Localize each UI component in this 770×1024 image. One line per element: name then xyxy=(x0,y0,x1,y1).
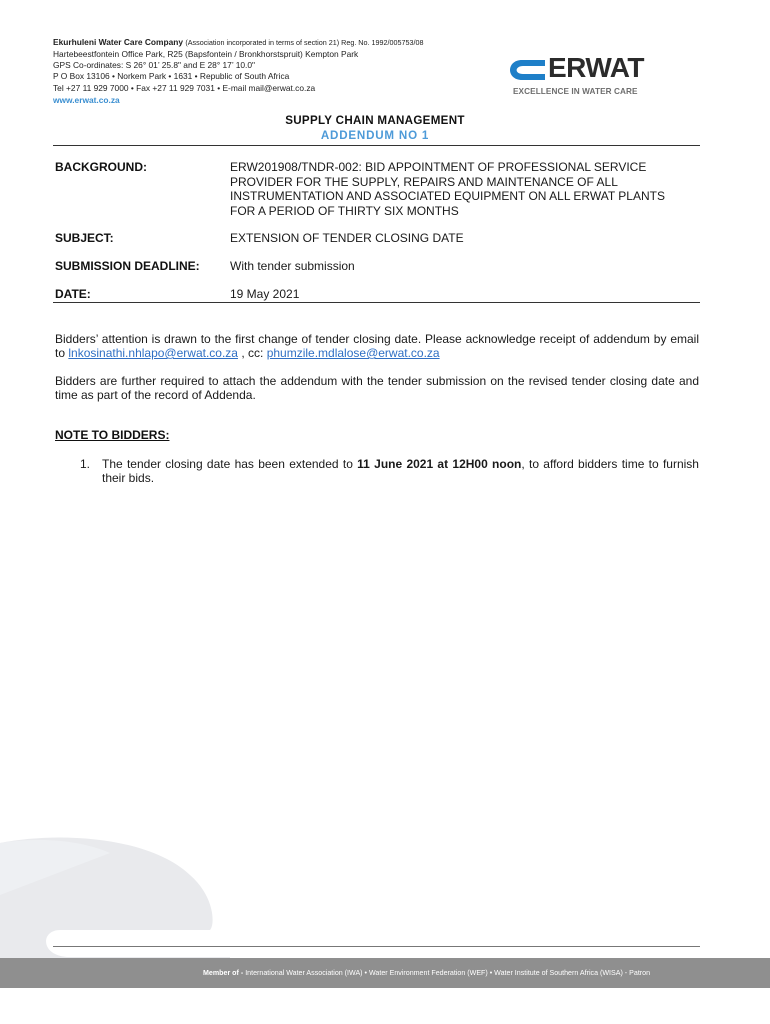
subject-label: SUBJECT: xyxy=(55,231,114,245)
website-link[interactable]: www.erwat.co.za xyxy=(53,95,120,105)
erwat-logo xyxy=(505,52,645,98)
page-title: SUPPLY CHAIN MANAGEMENT xyxy=(285,114,465,127)
logo-wordmark: ERWAT xyxy=(548,52,645,83)
addendum-number: ADDENDUM NO 1 xyxy=(320,129,430,142)
po-box-line: P O Box 13106 • Norkem Park • 1631 • Republic of South Africa xyxy=(53,71,290,81)
background-label: BACKGROUND: xyxy=(55,160,147,174)
company-name: Ekurhuleni Water Care Company xyxy=(53,37,183,47)
logo-tagline: EXCELLENCE IN WATER CARE xyxy=(513,87,638,96)
member-label: Member of - xyxy=(203,969,244,977)
details-divider xyxy=(53,302,700,303)
email-link-cc[interactable]: phumzile.mdlalose@erwat.co.za xyxy=(266,346,440,360)
company-registration: (Association incorporated in terms of section 21) Reg. No. 1992/005753/08 xyxy=(185,38,424,47)
acknowledge-text: Bidders’ attention is drawn to the first change of tender closing date. Please acknowledge receipt of addendum by email to xyxy=(55,332,699,360)
note-item-text-after: , to afford bidders time to furnish their bids. xyxy=(102,457,699,485)
note-item-text-before: The tender closing date has been extended to xyxy=(102,457,353,471)
note-item-number: 1. xyxy=(80,457,91,471)
date-value: 19 May 2021 xyxy=(230,287,300,301)
member-organisations: International Water Association (IWA) • Water Environment Federation (WEF) • Water Institute of Southern Africa (WISA) - Patron xyxy=(245,969,651,977)
deadline-value: With tender submission xyxy=(230,259,355,273)
top-divider xyxy=(53,145,700,146)
company-name-line xyxy=(53,37,423,49)
watermark-e-shape xyxy=(0,835,230,960)
date-label: DATE: xyxy=(55,287,91,301)
note-heading: NOTE TO BIDDERS: xyxy=(55,428,170,442)
note-item-text xyxy=(102,457,699,485)
erwat-e-mark-icon xyxy=(505,55,547,85)
address-line: Hartebeestfontein Office Park, R25 (Bapsfontein / Bronkhorstspruit) Kempton Park xyxy=(53,49,359,59)
email-link-primary[interactable]: lnkosinathi.nhlapo@erwat.co.za xyxy=(68,346,238,360)
attachment-paragraph: Bidders are further required to attach the addendum with the tender submission on the revised tender closing date and time as part of the record of Addenda. xyxy=(55,374,699,402)
deadline-label: SUBMISSION DEADLINE: xyxy=(55,259,200,273)
cc-text: , cc: xyxy=(241,346,264,360)
new-closing-date: 11 June 2021 at 12H00 noon xyxy=(357,457,522,471)
acknowledge-paragraph xyxy=(55,332,699,360)
footer-divider xyxy=(53,946,700,947)
gps-line: GPS Co-ordinates: S 26° 01’ 25.8" and E 28° 17’ 10.0" xyxy=(53,60,255,70)
background-value: ERW201908/TNDR-002: BID APPOINTMENT OF PROFESSIONAL SERVICE PROVIDER FOR THE SUPPLY, REPAIRS AND MAINTENANCE OF ALL INSTRUMENTATION AND ASSOCIATED EQUIPMENT ON ALL ERWAT PLANTS FOR A PERIOD OF THIRTY SIX MONTHS xyxy=(230,160,665,218)
subject-value: EXTENSION OF TENDER CLOSING DATE xyxy=(230,231,464,245)
footer-memberships xyxy=(203,969,650,977)
contact-line: Tel +27 11 929 7000 • Fax +27 11 929 7031 • E-mail mail@erwat.co.za xyxy=(53,83,316,93)
